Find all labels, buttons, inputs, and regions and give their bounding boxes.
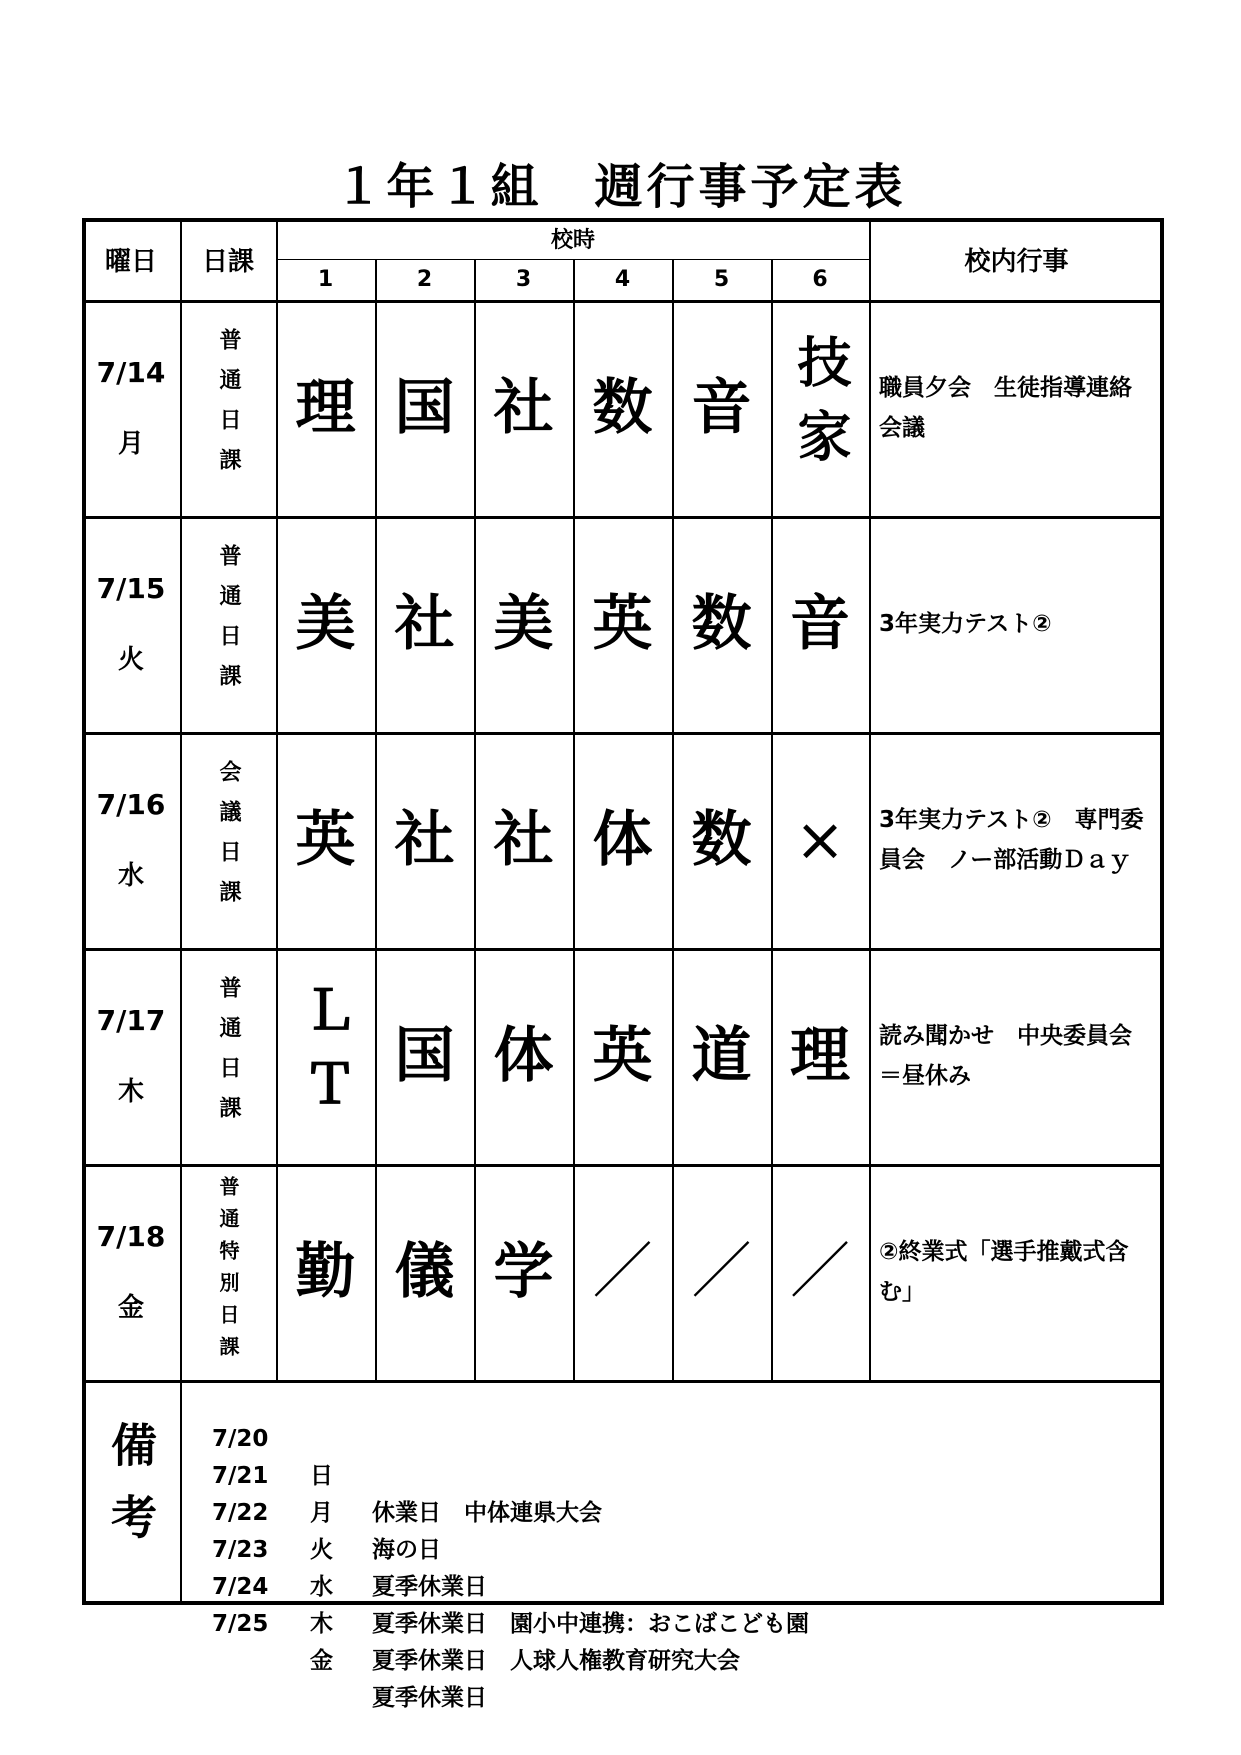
subject-cell: 技家	[789, 334, 852, 482]
period-number: 3	[515, 267, 532, 292]
note-weekday: 金	[310, 1648, 333, 1674]
subject-cell: 英	[592, 589, 653, 659]
subject-cell: ×	[794, 805, 846, 875]
note-item	[212, 1569, 487, 1711]
note-date: 7/21	[212, 1463, 269, 1489]
subject-cell: 社	[394, 589, 455, 659]
note-date: 7/20	[212, 1426, 269, 1452]
day-date: 7/14	[96, 356, 166, 389]
note-text: 休業日 中体連県大会	[372, 1500, 602, 1526]
note-text: 夏季休業日 人球人権教育研究大会	[372, 1648, 740, 1674]
period-number: 5	[713, 267, 730, 292]
subject-cell: 音	[790, 589, 850, 659]
subject-cell: 国	[394, 373, 455, 443]
note-date: 7/25	[212, 1611, 269, 1637]
day-date: 7/16	[96, 788, 166, 821]
subject-cell: 社	[493, 373, 554, 443]
day-cell	[82, 732, 180, 948]
note-weekday: 木	[310, 1611, 333, 1637]
note-text: 夏季休業日 園小中連携：おこばこども園	[372, 1611, 809, 1637]
day-cell	[82, 1164, 180, 1380]
event-cell: 読み聞かせ 中央委員会＝昼休み	[879, 1023, 1132, 1089]
schedule-type: 普通日課	[216, 976, 241, 1136]
subject-cell: 英	[295, 805, 356, 875]
day-date: 7/17	[96, 1004, 166, 1037]
subject-cell: 儀	[394, 1237, 455, 1307]
subject-cell: ／	[592, 1237, 653, 1307]
schedule-type: 普通日課	[216, 328, 241, 488]
notes-label: 備考	[104, 1420, 158, 1565]
period-number: 6	[812, 267, 828, 292]
subject-cell: ／	[691, 1237, 752, 1307]
subject-cell: 音	[691, 373, 752, 443]
subject-cell: 数	[691, 805, 752, 875]
header-periods: 校時	[550, 228, 595, 253]
day-cell	[82, 948, 180, 1164]
subject-cell: 国	[394, 1021, 455, 1091]
note-weekday: 日	[310, 1463, 333, 1489]
event-cell: ②終業式「選手推戴式含む」	[879, 1239, 1129, 1305]
note-date: 7/24	[212, 1574, 269, 1600]
period-number: 2	[416, 267, 433, 292]
period-number: 1	[317, 267, 334, 292]
day-weekday: 火	[117, 645, 144, 675]
subject-cell: 体	[592, 805, 653, 875]
subject-cell: 理	[790, 1021, 850, 1091]
subject-cell: 数	[691, 589, 752, 659]
header-events: 校内行事	[964, 246, 1069, 277]
subject-cell: 勤	[295, 1237, 356, 1307]
subject-cell: 社	[394, 805, 455, 875]
schedule-type: 会議日課	[216, 760, 241, 920]
subject-cell: 社	[493, 805, 554, 875]
note-weekday: 月	[310, 1500, 333, 1526]
schedule-table	[82, 218, 1164, 1711]
day-weekday: 金	[117, 1293, 144, 1323]
subject-cell: 体	[493, 1021, 554, 1091]
page-title: １年１組 週行事予定表	[334, 159, 907, 215]
schedule-type: 普通特別日課	[216, 1176, 240, 1368]
note-text: 夏季休業日	[372, 1574, 487, 1600]
note-weekday: 火	[310, 1537, 333, 1563]
subject-cell: ／	[790, 1237, 850, 1307]
day-weekday: 月	[117, 429, 144, 459]
event-cell: 職員夕会 生徒指導連絡会議	[879, 375, 1132, 441]
day-date: 7/18	[96, 1220, 166, 1253]
period-number: 4	[614, 267, 631, 292]
subject-cell: 学	[493, 1237, 554, 1307]
subject-cell: 理	[295, 373, 356, 443]
schedule-type: 普通日課	[216, 544, 241, 704]
note-date: 7/23	[212, 1537, 269, 1563]
day-cell	[82, 516, 180, 732]
subject-cell: 美	[295, 589, 356, 659]
subject-cell: 英	[592, 1021, 653, 1091]
header-schedule-type: 日課	[201, 246, 254, 277]
day-weekday: 水	[117, 861, 144, 891]
header-weekday: 曜日	[104, 246, 157, 277]
subject-cell: 数	[592, 373, 653, 443]
event-cell: 3年実力テスト②	[879, 611, 1052, 637]
note-date: 7/22	[212, 1500, 269, 1526]
day-weekday: 木	[117, 1077, 144, 1107]
note-text: 夏季休業日	[372, 1685, 487, 1711]
subject-cell: ＬＴ	[294, 982, 358, 1130]
day-cell	[82, 300, 180, 516]
note-text: 海の日	[372, 1537, 441, 1563]
note-weekday: 水	[310, 1574, 333, 1600]
event-cell: 3年実力テスト② 専門委員会 ノー部活動Ｄａｙ	[879, 807, 1144, 873]
subject-cell: 美	[493, 589, 554, 659]
day-date: 7/15	[96, 572, 166, 605]
subject-cell: 道	[691, 1021, 752, 1091]
